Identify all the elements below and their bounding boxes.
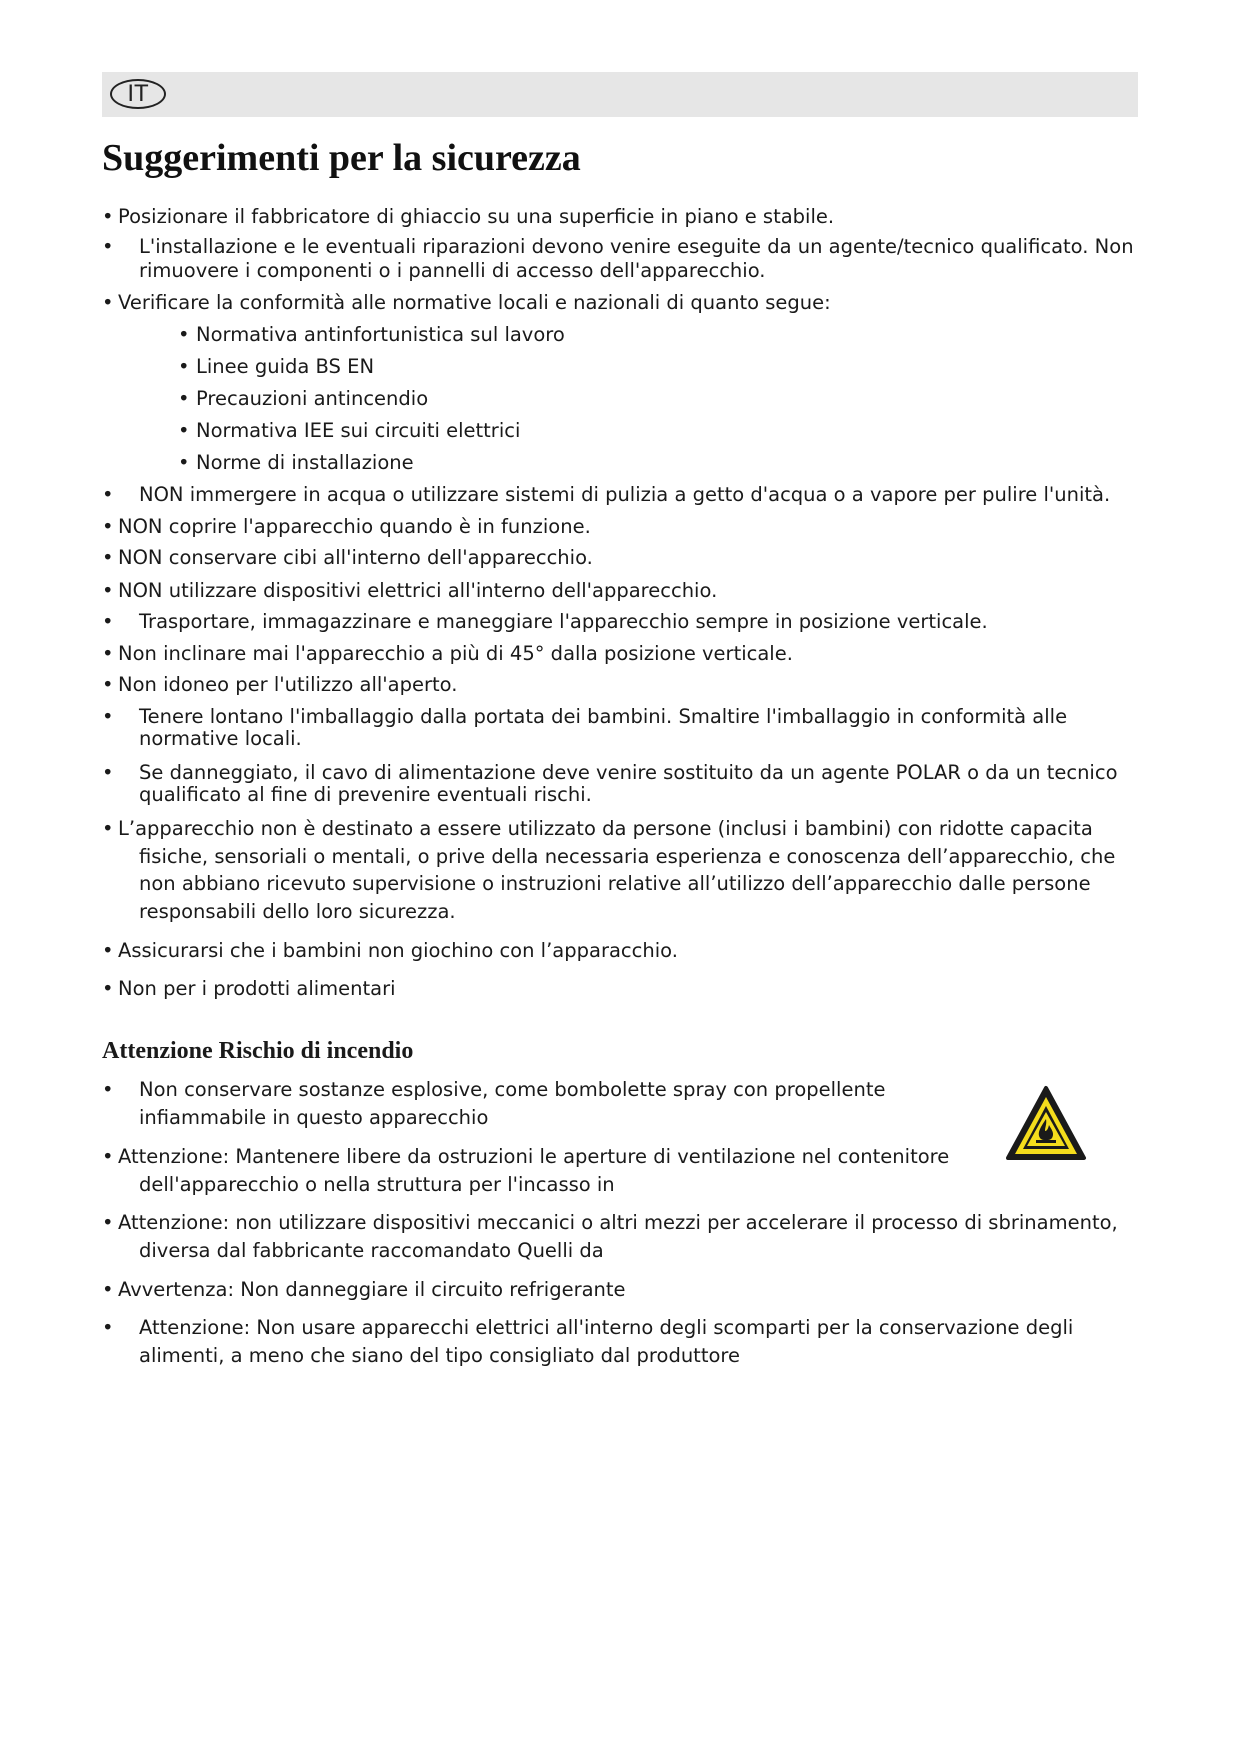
compliance-item: Precauzioni antincendio (196, 387, 429, 410)
safety-item-line: NON immergere in acqua o utilizzare sistemi di pulizia a getto d'acqua o a vapore per pulire l'unità. (139, 483, 1111, 506)
safety-item-line: NON conservare cibi all'interno dell'apparecchio. (118, 546, 593, 569)
safety-item-line: L'installazione e le eventuali riparazioni devono venire eseguite da un agente/tecnico qualificato. Non (139, 235, 1134, 258)
bullet: • (102, 205, 114, 228)
safety-item-line: Non idoneo per l'utilizzo all'aperto. (118, 673, 458, 696)
safety-item-line: qualificato al fine di prevenire eventuali rischi. (139, 783, 592, 806)
bullet: • (178, 419, 190, 442)
fire-item-line: infiammabile in questo apparecchio (139, 1106, 489, 1129)
bullet: • (102, 977, 114, 1000)
fire-item-line: Attenzione: Mantenere libere da ostruzioni le aperture di ventilazione nel contenitore (118, 1145, 950, 1168)
fire-item-line: Non conservare sostanze esplosive, come bombolette spray con propellente (139, 1078, 886, 1101)
bullet: • (102, 673, 114, 696)
compliance-item: Normativa antinfortunistica sul lavoro (196, 323, 565, 346)
bullet: • (102, 483, 114, 506)
safety-item-line: Non inclinare mai l'apparecchio a più di 45° dalla posizione verticale. (118, 642, 793, 665)
safety-item-line: Non per i prodotti alimentari (118, 977, 396, 1000)
safety-item-line: responsabili dello loro sicurezza. (139, 900, 456, 923)
safety-item-line: non abbiano ricevuto supervisione o instruzioni relative all’utilizzo dell’apparecchio dalle persone (139, 872, 1091, 895)
safety-item-line: fisiche, sensoriali o mentali, o prive della necessaria esperienza e conoscenza dell’apparecchio, che (139, 845, 1116, 868)
language-badge: IT (110, 79, 166, 109)
safety-item-line: NON coprire l'apparecchio quando è in funzione. (118, 515, 591, 538)
safety-item-line: Tenere lontano l'imballaggio dalla portata dei bambini. Smaltire l'imballaggio in conformità alle (139, 705, 1068, 728)
fire-risk-heading: Attenzione Rischio di incendio (102, 1038, 414, 1064)
fire-item-line: Attenzione: non utilizzare dispositivi meccanici o altri mezzi per accelerare il processo di sbrinamento, (118, 1211, 1118, 1234)
safety-item-line: Posizionare il fabbricatore di ghiaccio su una superficie in piano e stabile. (118, 205, 835, 228)
compliance-item: Linee guida BS EN (196, 355, 375, 378)
bullet: • (102, 705, 114, 728)
safety-item-line: rimuovere i componenti o i pannelli di accesso dell'apparecchio. (139, 259, 766, 282)
bullet: • (102, 515, 114, 538)
safety-item-line: L’apparecchio non è destinato a essere utilizzato da persone (inclusi i bambini) con ridotte capacita (118, 817, 1093, 840)
fire-item-line: Attenzione: Non usare apparecchi elettrici all'interno degli scomparti per la conservazione degli (139, 1316, 1074, 1339)
bullet: • (102, 1211, 114, 1234)
bullet: • (102, 579, 114, 602)
bullet: • (102, 1316, 114, 1339)
safety-item-line: normative locali. (139, 727, 302, 750)
safety-item-line: NON utilizzare dispositivi elettrici all'interno dell'apparecchio. (118, 579, 718, 602)
safety-item-line: Trasportare, immagazzinare e maneggiare l'apparecchio sempre in posizione verticale. (139, 610, 988, 633)
bullet: • (102, 235, 114, 258)
page-title: Suggerimenti per la sicurezza (102, 137, 581, 179)
bullet: • (178, 323, 190, 346)
bullet: • (102, 1145, 114, 1168)
language-header-bar (102, 72, 1138, 117)
safety-item-line: Verificare la conformità alle normative locali e nazionali di quanto segue: (118, 291, 831, 314)
flammable-warning-icon (1004, 1084, 1088, 1164)
bullet: • (178, 387, 190, 410)
bullet: • (178, 355, 190, 378)
fire-item-line: diversa dal fabbricante raccomandato Quelli da (139, 1239, 604, 1262)
bullet: • (102, 291, 114, 314)
bullet: • (102, 761, 114, 784)
bullet: • (102, 642, 114, 665)
bullet: • (102, 610, 114, 633)
safety-item-line: Assicurarsi che i bambini non giochino con l’apparacchio. (118, 939, 678, 962)
safety-item-line: Se danneggiato, il cavo di alimentazione deve venire sostituito da un agente POLAR o da un tecnico (139, 761, 1118, 784)
bullet: • (102, 939, 114, 962)
compliance-item: Norme di installazione (196, 451, 414, 474)
bullet: • (102, 546, 114, 569)
fire-item-line: alimenti, a meno che siano del tipo consigliato dal produttore (139, 1344, 740, 1367)
compliance-item: Normativa IEE sui circuiti elettrici (196, 419, 521, 442)
bullet: • (102, 1078, 114, 1101)
fire-item-line: Avvertenza: Non danneggiare il circuito refrigerante (118, 1278, 626, 1301)
bullet: • (102, 1278, 114, 1301)
bullet: • (102, 817, 114, 840)
bullet: • (178, 451, 190, 474)
fire-item-line: dell'apparecchio o nella struttura per l'incasso in (139, 1173, 615, 1196)
